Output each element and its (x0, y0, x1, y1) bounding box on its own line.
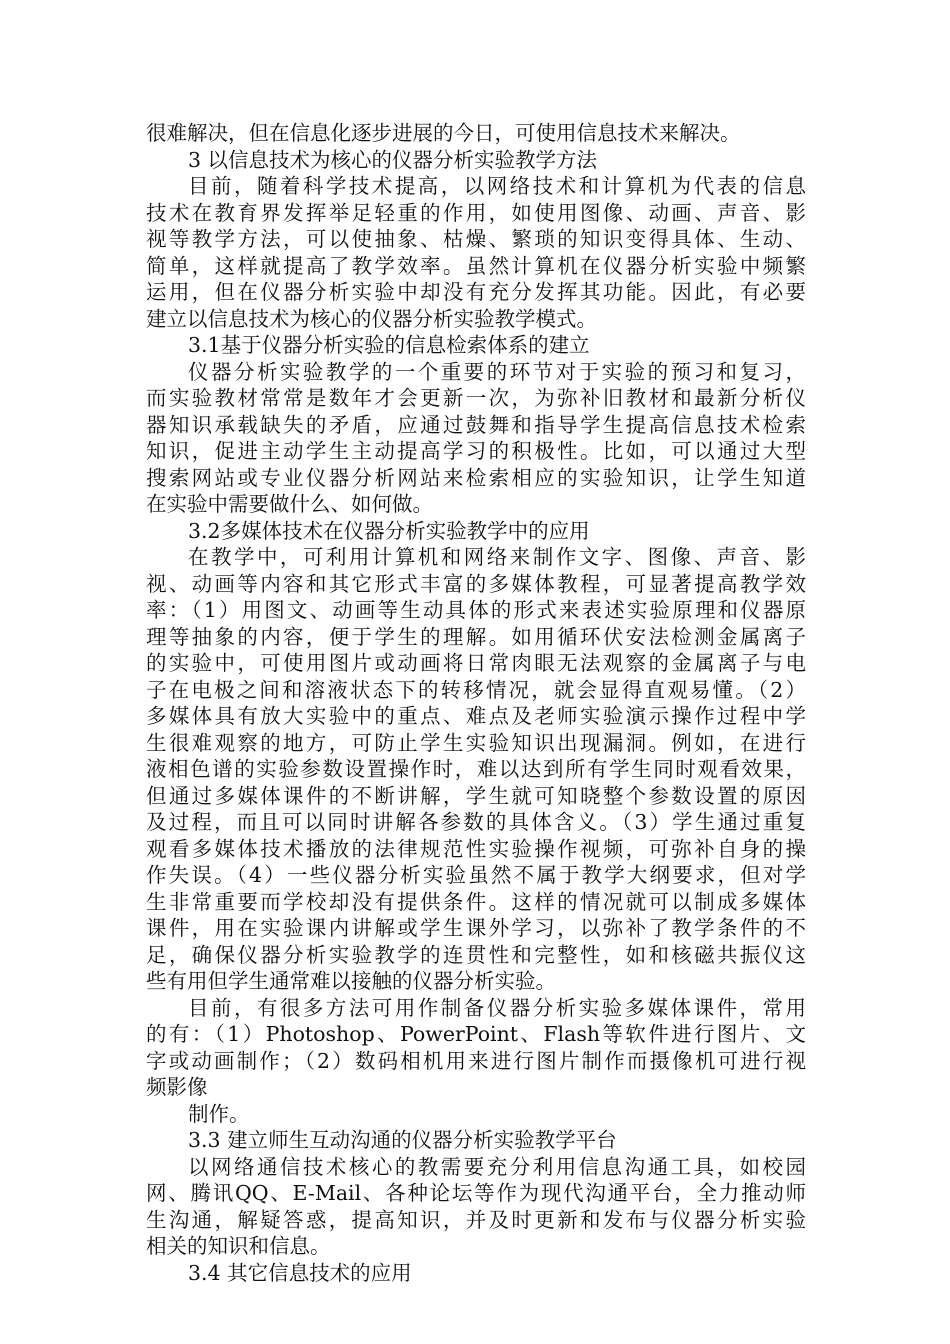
text-line: 目前，有很多方法可用作制备仪器分析实验多媒体课件，常用 (188, 995, 806, 1020)
text-line: 率：（1）用图文、动画等生动具体的形式来表述实验原理和仪器原 (146, 598, 806, 622)
text-line: 而实验教材常常是数年才会更新一次，为弥补旧教材和最新分析仪 (146, 386, 806, 410)
text-line: 观看多媒体技术播放的法律规范性实验操作视频，可弥补自身的操 (146, 836, 806, 861)
text-line: 简单，这样就提高了教学效率。虽然计算机在仪器分析实验中频繁 (146, 253, 806, 278)
text-line: 些有用但学生通常难以接触的仪器分析实验。 (146, 969, 556, 993)
text-line: 字或动画制作；（2）数码相机用来进行图片制作而摄像机可进行视 (146, 1048, 806, 1073)
text-line: 在教学中，可利用计算机和网络来制作文字、图像、声音、影 (188, 545, 806, 569)
text-line: 生很难观察的地方，可防止学生实验知识出现漏洞。例如，在进行 (146, 730, 806, 755)
text-line: 3 以信息技术为核心的仪器分析实验教学方法 (188, 147, 598, 172)
text-line: 相关的知识和信息。 (146, 1234, 331, 1258)
text-line: 3.4 其它信息技术的应用 (188, 1260, 412, 1285)
text-line: 很难解决，但在信息化逐步进展的今日，可使用信息技术来解决。 (146, 121, 741, 145)
text-line: 子在电极之间和溶液状态下的转移情况，就会显得直观易懂。（2） (146, 677, 806, 702)
text-line: 器知识承载缺失的矛盾，应通过鼓舞和指导学生提高信息技术检索 (146, 412, 806, 437)
text-line: 运用，但在仪器分析实验中却没有充分发挥其功能。因此，有必要 (146, 280, 806, 304)
text-line: 足，确保仪器分析实验教学的连贯性和完整性，如和核磁共振仪这 (146, 942, 806, 967)
text-line: 生沟通，解疑答惑，提高知识，并及时更新和发布与仪器分析实验 (146, 1207, 806, 1232)
text-line: 视、动画等内容和其它形式丰富的多媒体教程，可显著提高教学效 (146, 571, 806, 596)
text-line: 网、腾讯QQ、E-Mail、各种论坛等作为现代沟通平台，全力推动师 (146, 1181, 806, 1205)
text-line: 视等教学方法，可以使抽象、枯燥、繁琐的知识变得具体、生动、 (146, 227, 806, 251)
text-line: 生非常重要而学校却没有提供条件。这样的情况就可以制成多媒体 (146, 889, 806, 914)
text-line: 的实验中，可使用图片或动画将日常肉眼无法观察的金属离子与电 (146, 651, 806, 675)
text-line: 但通过多媒体课件的不断讲解，学生就可知晓整个参数设置的原因 (146, 783, 806, 808)
text-line: 在实验中需要做什么、如何做。 (146, 492, 433, 516)
text-line: 目前，随着科学技术提高，以网络技术和计算机为代表的信息 (188, 174, 806, 198)
text-line: 技术在教育界发挥举足轻重的作用，如使用图像、动画、声音、影 (146, 200, 806, 225)
text-line: 的有：（1）Photoshop、PowerPoint、Flash等软件进行图片、文 (146, 1022, 806, 1046)
text-line: 3.3 建立师生互动沟通的仪器分析实验教学平台 (188, 1128, 617, 1152)
text-line: 多媒体具有放大实验中的重点、难点及老师实验演示操作过程中学 (146, 704, 806, 728)
text-line: 建立以信息技术为核心的仪器分析实验教学模式。 (146, 306, 597, 331)
text-line: 频影像 (146, 1075, 208, 1099)
text-line: 3.2多媒体技术在仪器分析实验教学中的应用 (188, 518, 590, 543)
text-line: 搜索网站或专业仪器分析网站来检索相应的实验知识，让学生知道 (146, 465, 806, 490)
document-body (146, 120, 806, 1286)
text-line: 制作。 (188, 1101, 250, 1126)
text-line: 及过程，而且可以同时讲解各参数的具体含义。（3）学生通过重复 (146, 810, 806, 834)
text-line: 3.1基于仪器分析实验的信息检索体系的建立 (188, 333, 590, 357)
text-line: 以网络通信技术核心的教需要充分利用信息沟通工具，如校园 (188, 1154, 806, 1179)
text-line: 理等抽象的内容，便于学生的理解。如用循环伏安法检测金属离子 (146, 624, 806, 649)
text-line: 液相色谱的实验参数设置操作时，难以达到所有学生同时观看效果， (146, 757, 806, 781)
text-line: 仪器分析实验教学的一个重要的环节对于实验的预习和复习， (188, 359, 806, 384)
text-line: 作失误。（4）一些仪器分析实验虽然不属于教学大纲要求，但对学 (146, 863, 806, 887)
text-line: 知识，促进主动学生主动提高学习的积极性。比如，可以通过大型 (146, 439, 806, 463)
text-line: 课件，用在实验课内讲解或学生课外学习，以弥补了教学条件的不 (146, 916, 806, 940)
